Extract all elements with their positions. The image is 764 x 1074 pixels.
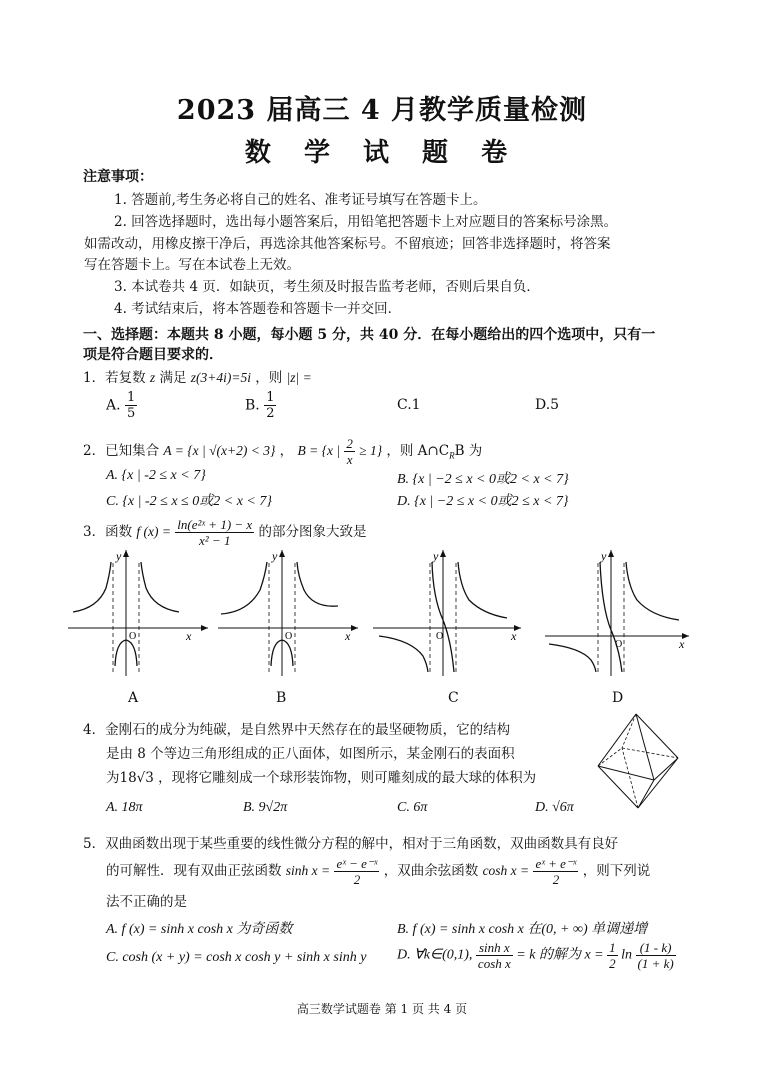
fraction-numerator: sinh x: [476, 940, 513, 956]
q1-var: z: [149, 370, 156, 385]
question-3: [83, 517, 367, 548]
q1-prefix: 1．若复数: [83, 370, 146, 386]
option-text: D. ∀k∈(0,1),: [397, 947, 473, 963]
fraction-numerator: 1: [266, 390, 275, 405]
section-heading-cont: 项是符合题目要求的．: [83, 347, 223, 363]
question-5-line-1: 5．双曲函数出现于某些重要的线性微分方程的解中，相对于三角函数，双曲函数具有良好: [83, 836, 619, 852]
q5-text: ，双曲余弦函数: [383, 863, 479, 879]
section-heading: 一、选择题：本题共 8 小题，每小题 5 分，共 40 分．在每小题给出的四个选项中，只有一: [83, 327, 656, 343]
q1-option-b: [245, 390, 276, 421]
y-axis-label: y: [116, 549, 122, 563]
q1-option-c: C.1: [397, 397, 421, 413]
q2-prefix: 2．已知集合: [83, 443, 160, 459]
page-title: 2023 届高三 4 月教学质量检测: [176, 95, 588, 126]
question-4-line-3: 为18√3 ，现将它雕刻成一个球形装饰物，则可雕刻成的最大球的体积为: [106, 770, 537, 786]
x-axis-label: x: [345, 629, 351, 643]
option-text: ln: [621, 947, 632, 963]
notice-item: 写在答题卡上。写在本试卷上无效。: [84, 257, 300, 273]
q1-mid: 满足: [159, 370, 187, 386]
fraction-numerator: (1 - k): [636, 940, 676, 956]
q5-option-a: A. f (x) = sinh x cosh x 为奇函数: [106, 922, 293, 937]
question-4-line-1: 4．金刚石的成分为纯碳，是自然界中天然存在的最坚硬物质，它的结构: [83, 722, 511, 738]
fraction-numerator: 1: [127, 390, 136, 405]
origin-label: O: [615, 639, 623, 650]
x-axis-label: x: [679, 637, 685, 651]
y-axis-label: y: [272, 549, 278, 563]
option-label: A.: [106, 397, 121, 414]
q5-option-b: B. f (x) = sinh x cosh x 在(0, + ∞) 单调递增: [397, 922, 648, 937]
origin-label: O: [285, 631, 293, 642]
notice-item: 如需改动，用橡皮擦干净后，再选涂其他答案标号。不留痕迹；回答非选择题时，将答案: [84, 236, 611, 252]
question-5-line-3: 法不正确的是: [106, 894, 187, 910]
q2-option-c: C. {x | -2 ≤ x ≤ 0或2 < x < 7}: [106, 494, 272, 509]
sinh-definition-lhs: sinh x =: [285, 863, 331, 878]
q2-suffix-2: B 为: [454, 443, 483, 459]
fraction-denominator: x² − 1: [199, 533, 231, 548]
question-1: [83, 366, 312, 386]
q3-suffix: 的部分图象大致是: [258, 524, 367, 540]
notice-item: 4. 考试结束后，将本答题卷和答题卡一并交回．: [114, 301, 402, 317]
graph-b: [218, 548, 360, 688]
question-4-line-2: 是由 8 个等边三角形组成的正八面体，如图所示，某金刚石的表面积: [106, 746, 515, 762]
notice-item: 3. 本试卷共 4 页．如缺页，考生须及时报告监考老师，否则后果自负．: [114, 279, 540, 295]
fraction-denominator: cosh x: [477, 956, 511, 971]
origin-label: O: [436, 631, 444, 642]
q1-expr: z(3+4i)=5i: [190, 370, 251, 385]
q1-ask: |z| =: [286, 370, 312, 385]
option-label: B.: [245, 397, 260, 414]
notice-item: 1. 答题前,考生务必将自己的姓名、准考证号填写在答题卡上。: [114, 192, 487, 208]
x-axis-label: x: [186, 629, 192, 643]
notice-item: 2. 回答选择题时，选出每小题答案后，用铅笔把答题卡上对应题目的答案标号涂黑。: [114, 214, 618, 230]
question-5-line-2: [106, 856, 650, 887]
page-footer: 高三数学试题卷 第 1 页 共 4 页: [296, 1002, 468, 1016]
y-axis-label: y: [601, 549, 607, 563]
q2-suffix: ，则 A∩C: [386, 443, 450, 459]
fraction-denominator: 2: [353, 872, 361, 887]
q5-option-d: [397, 940, 676, 971]
q2-set-b-right: ≥ 1}: [359, 443, 383, 458]
origin-label: O: [129, 631, 137, 642]
octahedron-figure: [592, 710, 684, 812]
fraction-numerator: 1: [609, 940, 616, 955]
notice-heading: 注意事项：: [83, 169, 153, 185]
option-text: = k 的解为 x =: [516, 947, 604, 963]
graph-b-label: B: [276, 690, 287, 706]
q2-option-a: A. {x | -2 ≤ x < 7}: [106, 468, 206, 483]
q4-option-b: B. 9√2π: [243, 800, 288, 815]
q4-option-a: A. 18π: [106, 800, 143, 815]
q5-text: ，则下列说: [582, 863, 651, 879]
q4-option-c: C. 6π: [397, 800, 428, 815]
fraction-denominator: x: [346, 452, 353, 467]
q3-fx: f (x) =: [136, 524, 171, 539]
graph-c: [373, 548, 525, 688]
fraction-numerator: 2: [346, 436, 353, 451]
fraction-numerator: eˣ − e⁻ˣ: [336, 856, 378, 871]
graph-c-label: C: [448, 690, 459, 706]
fraction-denominator: 2: [266, 406, 275, 421]
q1-suffix: ，则: [255, 370, 283, 386]
graph-d: [545, 548, 693, 688]
q2-separator: ，: [279, 443, 294, 459]
q3-prefix: 3．函数: [83, 524, 133, 540]
q5-option-c: C. cosh (x + y) = cosh x cosh y + sinh x sinh y: [106, 950, 367, 965]
fraction-denominator: 2: [609, 956, 616, 971]
graph-d-label: D: [612, 690, 624, 706]
fraction-denominator: 5: [127, 406, 136, 421]
q2-set-b-left: B = {x |: [297, 443, 341, 458]
x-axis-label: x: [511, 629, 517, 643]
q2-set-a: A = {x | √(x+2) < 3}: [163, 443, 276, 458]
q2-option-b: B. {x | −2 ≤ x < 0或2 < x < 7}: [397, 472, 569, 487]
cosh-definition-lhs: cosh x =: [482, 863, 530, 878]
q4-option-d: D. √6π: [535, 800, 574, 815]
q1-option-a: [106, 390, 137, 421]
fraction-numerator: eˣ + e⁻ˣ: [535, 856, 577, 871]
fraction-denominator: (1 + k): [637, 956, 674, 971]
y-axis-label: y: [433, 549, 439, 563]
q2-subscript: R: [449, 450, 455, 461]
fraction-numerator: ln(e²ˣ + 1) − x: [177, 517, 253, 532]
graph-a-label: A: [128, 690, 139, 706]
page-subtitle: 数 学 试 题 卷: [244, 138, 520, 168]
fraction-denominator: 2: [552, 872, 560, 887]
q5-text: 的可解性．现有双曲正弦函数: [106, 863, 282, 879]
question-2: [83, 436, 482, 467]
q1-option-d: D.5: [535, 397, 560, 413]
q2-option-d: D. {x | −2 ≤ x < 0或2 ≤ x < 7}: [397, 494, 569, 509]
graph-a: [68, 548, 210, 688]
